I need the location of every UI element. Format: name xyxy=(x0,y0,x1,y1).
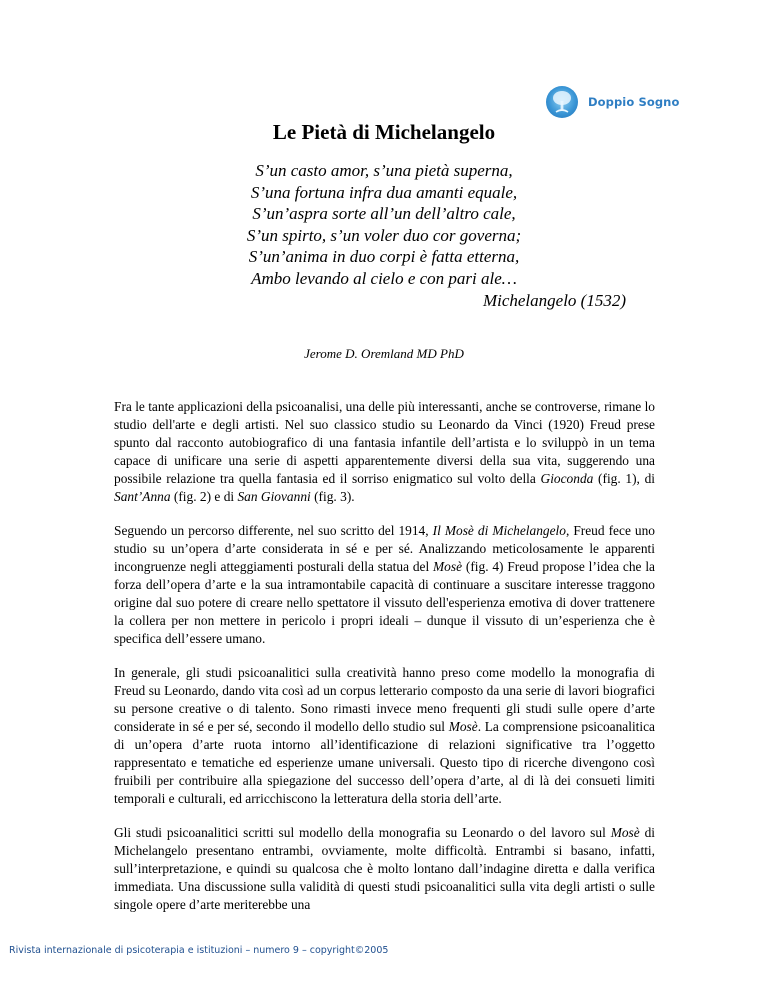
poem-line: S’un’aspra sorte all’un dell’altro cale, xyxy=(252,204,516,223)
italic-text: Mosè xyxy=(610,825,640,840)
footer: Rivista internazionale di psicoterapia e istituzioni – numero 9 – copyright©2005 xyxy=(9,945,389,956)
italic-text: Mosè xyxy=(448,719,478,734)
poem-line: S’un’anima in duo corpi è fatta etterna, xyxy=(248,247,520,266)
text-run: (fig. 2) e di xyxy=(170,489,238,504)
text-run: (fig. 3). xyxy=(310,489,355,504)
italic-text: Sant’Anna xyxy=(114,489,171,504)
text-run: Gli studi psicoanalitici scritti sul modello della monografia su Leonardo o del lavoro sul xyxy=(114,825,611,840)
italic-text: San Giovanni xyxy=(237,489,311,504)
paragraph xyxy=(114,664,655,808)
text-run: Seguendo un percorso differente, nel suo scritto del 1914, xyxy=(114,523,433,538)
article-body xyxy=(114,398,655,930)
poem-line: S’una fortuna infra dua amanti equale, xyxy=(250,182,518,202)
logo xyxy=(546,86,679,118)
text-run: di Michelangelo presentano entrambi, ovviamente, molte difficoltà. Entrambi si basano, infatti, sull’interpretazione, e quindi su qualcosa che è molto lontano dall’indagine diretta e dalla verifica immediata. Una discussione sulla validità di questi studi psicoanalitici sulla vita degli artisti o sulle singole opere d’arte meriterebbe una xyxy=(114,825,655,912)
poem xyxy=(0,160,768,289)
paragraph xyxy=(114,398,655,506)
text-run: (fig. 4) Freud propose l’idea che la forza dell’opera d’arte e la sua intramontabile capacità di continuare a suscitare interesse traggono origine dal suo potere di creare nello spettatore il vissuto dell'esperienza emotiva di dover trattenere la collera per non mettere in pericolo i propri ideali – dunque il vissuto di un’esperienza che è specifica dell’essere umano. xyxy=(114,559,655,646)
poem-line: S’un casto amor, s’una pietà superna, xyxy=(255,161,513,180)
italic-text: Mosè xyxy=(433,559,463,574)
logo-text: Doppio Sogno xyxy=(588,95,680,109)
page-title: Le Pietà di Michelangelo xyxy=(272,120,496,144)
poem-line: S’un spirto, s’un voler duo cor governa; xyxy=(246,225,522,245)
poem-line: Ambo levando al cielo e con pari ale… xyxy=(251,268,517,288)
text-run: Fra le tante applicazioni della psicoanalisi, una delle più interessanti, anche se controverse, rimane lo studio dell'arte e degli artisti. Nel suo classico studio su Leonardo da Vinci (1920) Freud prese spunto dal racconto autobiografico di una fantasia infantile dell’artista e lo sviluppò in un tema capace di unificare una serie di aspetti apparentemente diversi della sua vita, suggerendo una possibile relazione tra quella fantasia ed il sorriso enigmatico sul volto della xyxy=(114,399,656,486)
text-run: (fig. 1), di xyxy=(593,471,655,486)
paragraph xyxy=(114,522,655,648)
text-run: . La comprensione psicoanalitica di un’opera d’arte ruota intorno all’identificazione di relazioni significative tra l’oggetto rappresentato e tematiche ed esperienze umane universali. Questo tipo di ricerche divengono così fruibili per contribuire alla spiegazione del successo dell’opera d’arte, al di là dei consueti limiti temporali e culturali, ed arricchiscono la letteratura della storia dell’arte. xyxy=(114,719,655,806)
text-run: , Freud fece uno studio su un’opera d’arte considerata in sé e per sé. Analizzando meticolosamente le apparenti incongruenze negli atteggiamenti posturali della statua del xyxy=(114,523,656,574)
italic-text: Gioconda xyxy=(540,471,594,486)
text-run: In generale, gli studi psicoanalitici sulla creatività hanno preso come modello la monografia di Freud su Leonardo, dando vita così ad un corpus letterario composto da una serie di lavori biografici su persone creative o di talento. Sono rimasti invece meno frequenti gli studi sulle opere d’arte considerate in sé e per sé, secondo il modello dello studio sul xyxy=(114,665,655,734)
italic-text: Il Mosè di Michelangelo xyxy=(432,523,566,538)
poem-attribution: Michelangelo (1532) xyxy=(482,291,626,310)
paragraph xyxy=(114,824,655,914)
author-name: Jerome D. Oremland MD PhD xyxy=(304,346,464,361)
tree-icon xyxy=(546,86,578,118)
